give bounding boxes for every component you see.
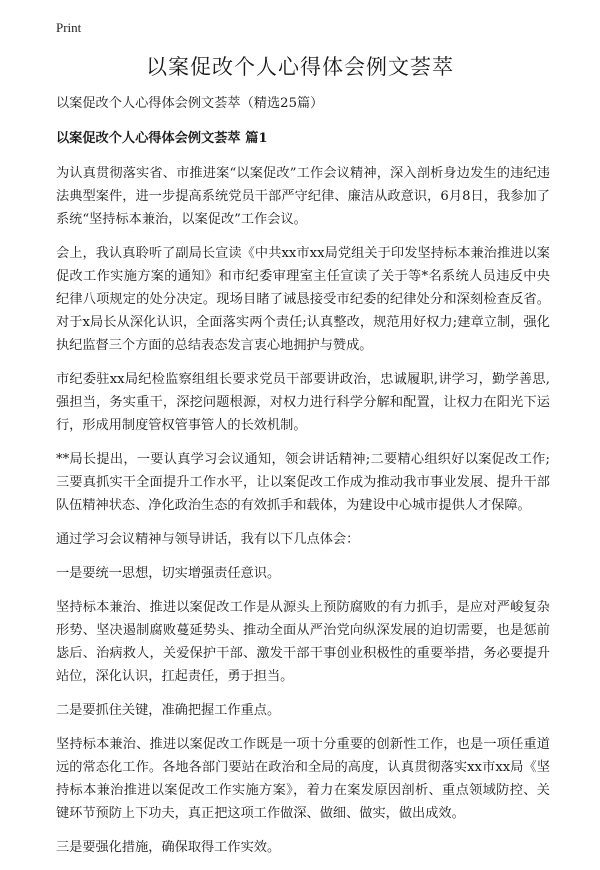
paragraph: 坚持标本兼治、推进以案促改工作既是一项十分重要的创新性工作，也是一项任重道远的常态化工作。各地各部门要站在政治和全局的高度，认真贯彻落实xx市xx局《坚持标本兼治推进以案促改工作实施方案》，着力在案发原因剖析、重点领域防控、关键环节预防上下功夫，真正把这项工作做深、做细、做实，做出成效。: [56, 737, 550, 821]
point-heading: 二是要抓住关键，准确把握工作重点。: [56, 703, 281, 718]
paragraph: **局长提出，一要认真学习会议通知，领会讲话精神;二要精心组织好以案促改工作;三要真抓实干全面提升工作水平，让以案促改工作成为推动我市事业发展、提升干部队伍精神状态、净化政治生态的有效抓手和载体，为建设中心城市提供人才保障。: [56, 452, 550, 513]
paragraph: 市纪委驻xx局纪检监察组组长要求党员干部要讲政治，忠诚履职,讲学习，勤学善思,强担当，务实重干，深挖问题根源，对权力进行科学分解和配置，让权力在阳光下运行，形成用制度管权管事管人的长效机制。: [56, 372, 550, 433]
page-title: 以案促改个人心得体会例文荟萃: [146, 55, 454, 79]
article-subtitle: 以案促改个人心得体会例文荟萃（精选25篇）: [56, 96, 324, 111]
paragraph: 会上，我认真聆听了副局长宣读《中共xx市xx局党组关于印发坚持标本兼治推进以案促改工作实施方案的通知》和市纪委审理室主任宣读了关于等*名系统人员违反中央纪律八项规定的处分决定。现场目睹了诫恳接受市纪委的纪律处分和深刻检查反省。对于x局长从深化认识，全面落实两个责任;认真整改，规范用好权力;建章立制，强化执纪监督三个方面的总结表态发言衷心地拥护与赞成。: [56, 246, 550, 353]
point-heading: 一是要统一思想，切实增强责任意识。: [56, 566, 281, 581]
section-heading: 以案促改个人心得体会例文荟萃 篇1: [56, 131, 268, 146]
paragraph: 坚持标本兼治、推进以案促改工作是从源头上预防腐败的有力抓手，是应对严峻复杂形势、坚决遏制腐败蔓延势头、推动全面从严治党向纵深发展的迫切需要，也是惩前毖后、治病救人，关爱保护干部、激发干部干事创业积极性的重要举措，务必要提升站位，深化认识，扛起责任，勇于担当。: [56, 600, 550, 684]
point-heading: 三是要强化措施，确保取得工作实效。: [56, 840, 281, 855]
print-link[interactable]: Print: [56, 20, 82, 35]
paragraph: 为认真贯彻落实省、市推进案“以案促改”工作会议精神，深入剖析身边发生的违纪违法典型案件，进一步提高系统党员干部严守纪律、廉洁从政意识，6月8日，我参加了系统“坚持标本兼治，以案促改”工作会议。: [56, 166, 550, 227]
article-body: [56, 92, 550, 870]
paragraph: 通过学习会议精神与领导讲话，我有以下几点体会：: [56, 532, 360, 547]
